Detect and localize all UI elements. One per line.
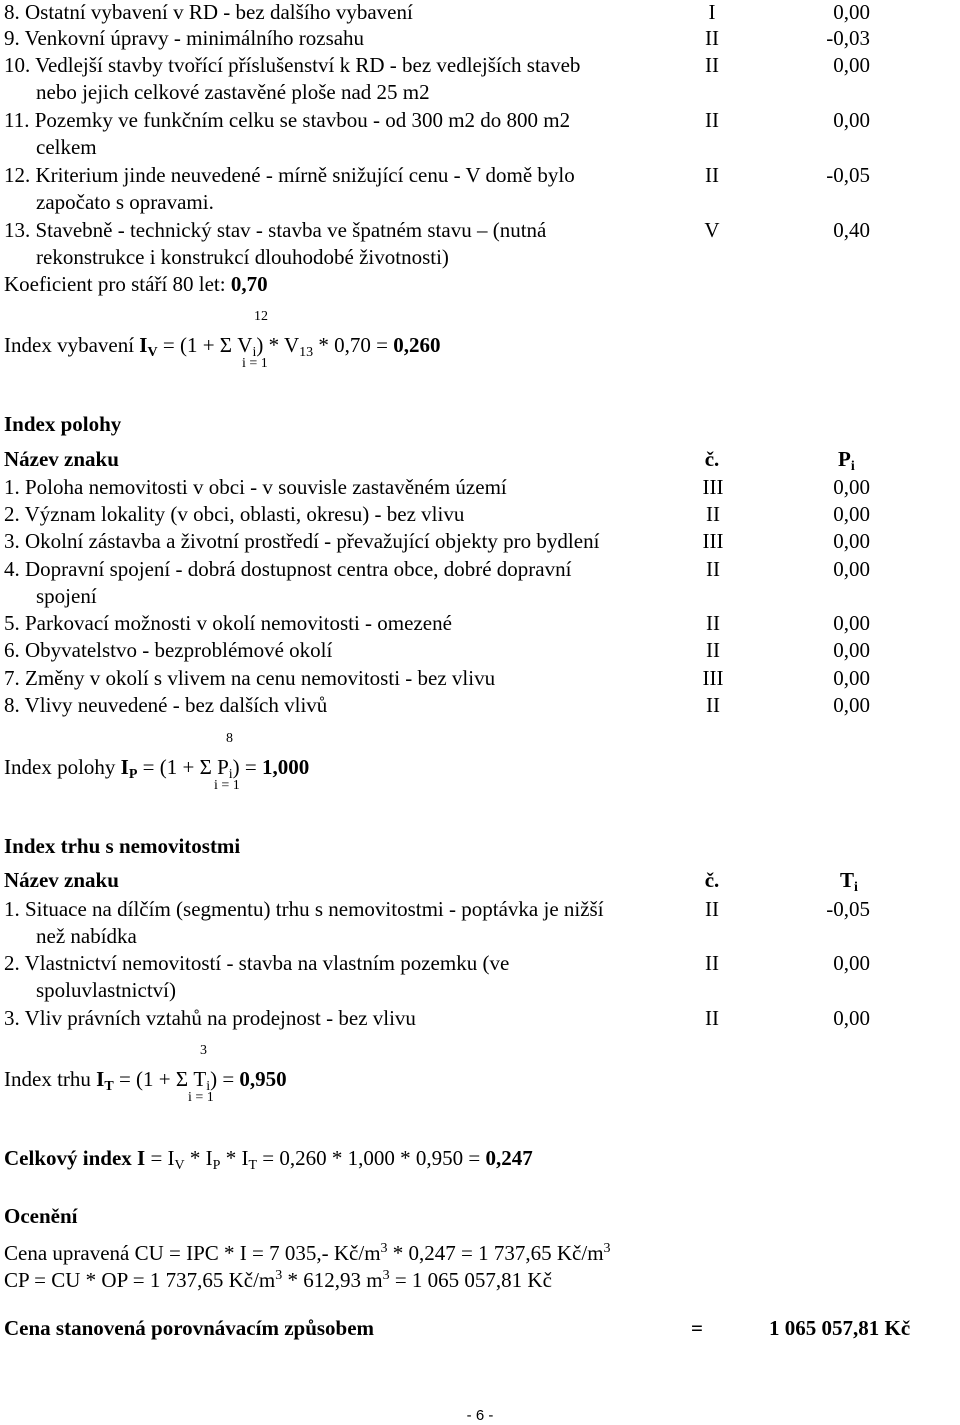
sum-upper-limit: 3 bbox=[200, 1043, 207, 1058]
index-symbol: I bbox=[137, 1146, 146, 1170]
formula-subscript: P bbox=[212, 1158, 221, 1173]
location-row-text: 6. Obyvatelstvo - bezproblémové okolí bbox=[4, 638, 333, 662]
location-col-name: Název znaku bbox=[4, 447, 119, 471]
sum-lower-limit: i = 1 bbox=[214, 778, 240, 793]
index-subscript: V bbox=[147, 345, 158, 360]
location-row-value: 0,00 bbox=[833, 611, 870, 635]
age-coefficient-label: Koeficient pro stáří 80 let: bbox=[4, 272, 231, 296]
formula-part: * 612,93 m bbox=[282, 1268, 383, 1292]
location-row-class: II bbox=[706, 638, 720, 662]
equipment-row-value: 0,00 bbox=[833, 53, 870, 77]
equipment-row-text: 12. Kriterium jinde neuvedené - mírně snižující cenu - V domě bylo bbox=[4, 163, 575, 187]
formula-subscript: i bbox=[228, 767, 233, 782]
formula-superscript: 3 bbox=[603, 1241, 611, 1256]
equipment-index-formula bbox=[4, 333, 440, 365]
formula-part: T bbox=[188, 1067, 207, 1091]
formula-part: = (1 + bbox=[113, 1067, 176, 1091]
market-row-continuation: spoluvlastnictví) bbox=[36, 978, 176, 1002]
location-row-value: 0,00 bbox=[833, 638, 870, 662]
final-price-value: 1 065 057,81 Kč bbox=[769, 1316, 911, 1340]
equipment-row-class: II bbox=[705, 26, 719, 50]
location-row-class: III bbox=[702, 529, 724, 553]
market-row-text: 2. Vlastnictví nemovitostí - stavba na vlastním pozemku (ve bbox=[4, 951, 510, 975]
sigma-symbol: Σ bbox=[219, 333, 233, 357]
sigma-symbol: Σ bbox=[199, 755, 212, 779]
formula-subscript: i bbox=[252, 345, 257, 360]
location-row-text: 8. Vlivy neuvedené - bez dalších vlivů bbox=[4, 693, 328, 717]
formula-part: = 0,260 * 1,000 * 0,950 = bbox=[257, 1146, 486, 1170]
location-row-class: II bbox=[706, 557, 720, 581]
equipment-row-text: 10. Vedlejší stavby tvořící příslušenství k RD - bez vedlejších staveb bbox=[4, 53, 581, 77]
market-col-number: č. bbox=[704, 868, 720, 892]
comparative-price-line bbox=[4, 1264, 552, 1292]
market-col-name: Název znaku bbox=[4, 868, 119, 892]
equipment-row-class: II bbox=[705, 53, 719, 77]
market-row-continuation: než nabídka bbox=[36, 924, 137, 948]
market-row-value: 0,00 bbox=[833, 1006, 870, 1030]
index-symbol: I bbox=[139, 333, 148, 357]
equipment-row-class: V bbox=[704, 218, 720, 242]
total-index-label: Celkový index bbox=[4, 1146, 138, 1170]
col-subscript: i bbox=[854, 880, 858, 895]
equipment-row-value: 0,00 bbox=[833, 108, 870, 132]
location-row-value: 0,00 bbox=[833, 557, 870, 581]
formula-part: * I bbox=[184, 1146, 213, 1170]
formula-part: Cena upravená CU = IPC * I = 7 035,- Kč/m bbox=[4, 1241, 381, 1265]
sum-upper-limit: 8 bbox=[226, 731, 233, 746]
equipment-row-value: 0,40 bbox=[833, 218, 870, 242]
col-symbol: P bbox=[838, 447, 851, 471]
equipment-row-class: II bbox=[705, 108, 719, 132]
location-col-number: č. bbox=[704, 447, 720, 471]
final-price-label: Cena stanovená porovnávacím způsobem bbox=[4, 1316, 375, 1340]
sigma-symbol: Σ bbox=[175, 1067, 189, 1091]
location-row-value: 0,00 bbox=[833, 475, 870, 499]
location-row-value: 0,00 bbox=[833, 529, 870, 553]
location-heading: Index polohy bbox=[4, 412, 122, 436]
age-coefficient bbox=[4, 272, 268, 296]
location-row-text: 3. Okolní zástavba a životní prostředí - převažující objekty pro bydlení bbox=[4, 529, 600, 553]
formula-part: = (1 + bbox=[137, 755, 200, 779]
market-row-class: II bbox=[705, 897, 719, 921]
equipment-row-text: 8. Ostatní vybavení v RD - bez dalšího vybavení bbox=[4, 0, 413, 24]
market-heading: Index trhu s nemovitostmi bbox=[4, 834, 241, 858]
sum-lower-limit: i = 1 bbox=[242, 356, 268, 371]
formula-part: = (1 + bbox=[157, 333, 220, 357]
formula-part: P bbox=[211, 755, 229, 779]
formula-part: = I bbox=[145, 1146, 175, 1170]
formula-superscript: 3 bbox=[380, 1241, 388, 1256]
formula-part: V bbox=[232, 333, 253, 357]
equipment-row-class: I bbox=[708, 0, 716, 24]
location-row-class: II bbox=[706, 502, 720, 526]
formula-part: * 0,247 = 1 737,65 Kč/m bbox=[387, 1241, 604, 1265]
market-row-class: II bbox=[705, 951, 719, 975]
sum-upper-limit: 12 bbox=[254, 309, 268, 324]
location-row-class: II bbox=[706, 693, 720, 717]
formula-subscript: i bbox=[206, 1079, 211, 1094]
formula-part: ) = bbox=[210, 1067, 240, 1091]
formula-label: Index trhu bbox=[4, 1067, 97, 1091]
location-row-text: 4. Dopravní spojení - dobrá dostupnost centra obce, dobré dopravní bbox=[4, 557, 572, 581]
equipment-row-class: II bbox=[705, 163, 719, 187]
location-row-text: 2. Význam lokality (v obci, oblasti, okresu) - bez vlivu bbox=[4, 502, 465, 526]
equipment-index-result: 0,260 bbox=[393, 333, 441, 357]
market-col-t bbox=[840, 868, 858, 900]
adjusted-price-line bbox=[4, 1237, 611, 1265]
formula-part: CP = CU * OP = 1 737,65 Kč/m bbox=[4, 1268, 276, 1292]
sum-lower-limit: i = 1 bbox=[188, 1090, 214, 1105]
location-row-value: 0,00 bbox=[833, 666, 870, 690]
formula-superscript: 3 bbox=[275, 1268, 283, 1283]
formula-part: * I bbox=[220, 1146, 249, 1170]
equipment-row-continuation: započato s opravami. bbox=[36, 190, 214, 214]
location-row-value: 0,00 bbox=[833, 693, 870, 717]
location-row-text: 7. Změny v okolí s vlivem na cenu nemovitosti - bez vlivu bbox=[4, 666, 496, 690]
formula-subscript: T bbox=[248, 1158, 258, 1173]
formula-label: Index vybavení bbox=[4, 333, 140, 357]
equipment-row-value: -0,03 bbox=[826, 26, 870, 50]
index-subscript: P bbox=[128, 767, 138, 782]
valuation-heading: Ocenění bbox=[4, 1204, 78, 1228]
location-row-class: III bbox=[702, 666, 724, 690]
market-row-value: 0,00 bbox=[833, 951, 870, 975]
formula-subscript: V bbox=[174, 1158, 185, 1173]
total-index-result: 0,247 bbox=[485, 1146, 533, 1170]
formula-part: ) * V bbox=[256, 333, 300, 357]
location-row-continuation: spojení bbox=[36, 584, 97, 608]
col-symbol: T bbox=[840, 868, 855, 892]
location-row-text: 5. Parkovací možnosti v okolí nemovitosti - omezené bbox=[4, 611, 452, 635]
equipment-row-text: 13. Stavebně - technický stav - stavba ve špatném stavu – (nutná bbox=[4, 218, 547, 242]
location-row-class: II bbox=[706, 611, 720, 635]
market-row-value: -0,05 bbox=[826, 897, 870, 921]
location-row-text: 1. Poloha nemovitosti v obci - v souvisle zastavěném území bbox=[4, 475, 507, 499]
location-row-value: 0,00 bbox=[833, 502, 870, 526]
equipment-row-text: 11. Pozemky ve funkčním celku se stavbou - od 300 m2 do 800 m2 bbox=[4, 108, 571, 132]
index-subscript: T bbox=[104, 1079, 114, 1094]
formula-part: ) = bbox=[232, 755, 262, 779]
final-price-equals: = bbox=[691, 1316, 703, 1340]
equipment-row-continuation: celkem bbox=[36, 135, 97, 159]
location-row-class: III bbox=[702, 475, 724, 499]
index-symbol: I bbox=[96, 1067, 105, 1091]
formula-part: = 1 065 057,81 Kč bbox=[389, 1268, 552, 1292]
page-number: - 6 - bbox=[466, 1407, 494, 1424]
equipment-row-value: 0,00 bbox=[833, 0, 870, 24]
market-index-formula bbox=[4, 1067, 287, 1099]
formula-label: Index polohy bbox=[4, 755, 121, 779]
col-subscript: i bbox=[850, 459, 855, 474]
index-symbol: I bbox=[120, 755, 129, 779]
market-row-text: 3. Vliv právních vztahů na prodejnost - bez vlivu bbox=[4, 1006, 416, 1030]
market-row-text: 1. Situace na dílčím (segmentu) trhu s nemovitostmi - poptávka je nižší bbox=[4, 897, 604, 921]
equipment-row-text: 9. Venkovní úpravy - minimálního rozsahu bbox=[4, 26, 365, 50]
age-coefficient-value: 0,70 bbox=[230, 272, 268, 296]
formula-superscript: 3 bbox=[382, 1268, 390, 1283]
equipment-row-continuation: rekonstrukce i konstrukcí dlouhodobé životnosti) bbox=[36, 245, 449, 269]
location-index-result: 1,000 bbox=[262, 755, 310, 779]
market-index-result: 0,950 bbox=[239, 1067, 287, 1091]
equipment-row-continuation: nebo jejich celkové zastavěné ploše nad 25 m2 bbox=[36, 80, 430, 104]
formula-subscript: 13 bbox=[299, 345, 314, 360]
total-index-formula bbox=[4, 1146, 533, 1178]
formula-part: * 0,70 = bbox=[313, 333, 394, 357]
location-index-formula bbox=[4, 755, 309, 787]
equipment-row-value: -0,05 bbox=[826, 163, 870, 187]
market-row-class: II bbox=[705, 1006, 719, 1030]
